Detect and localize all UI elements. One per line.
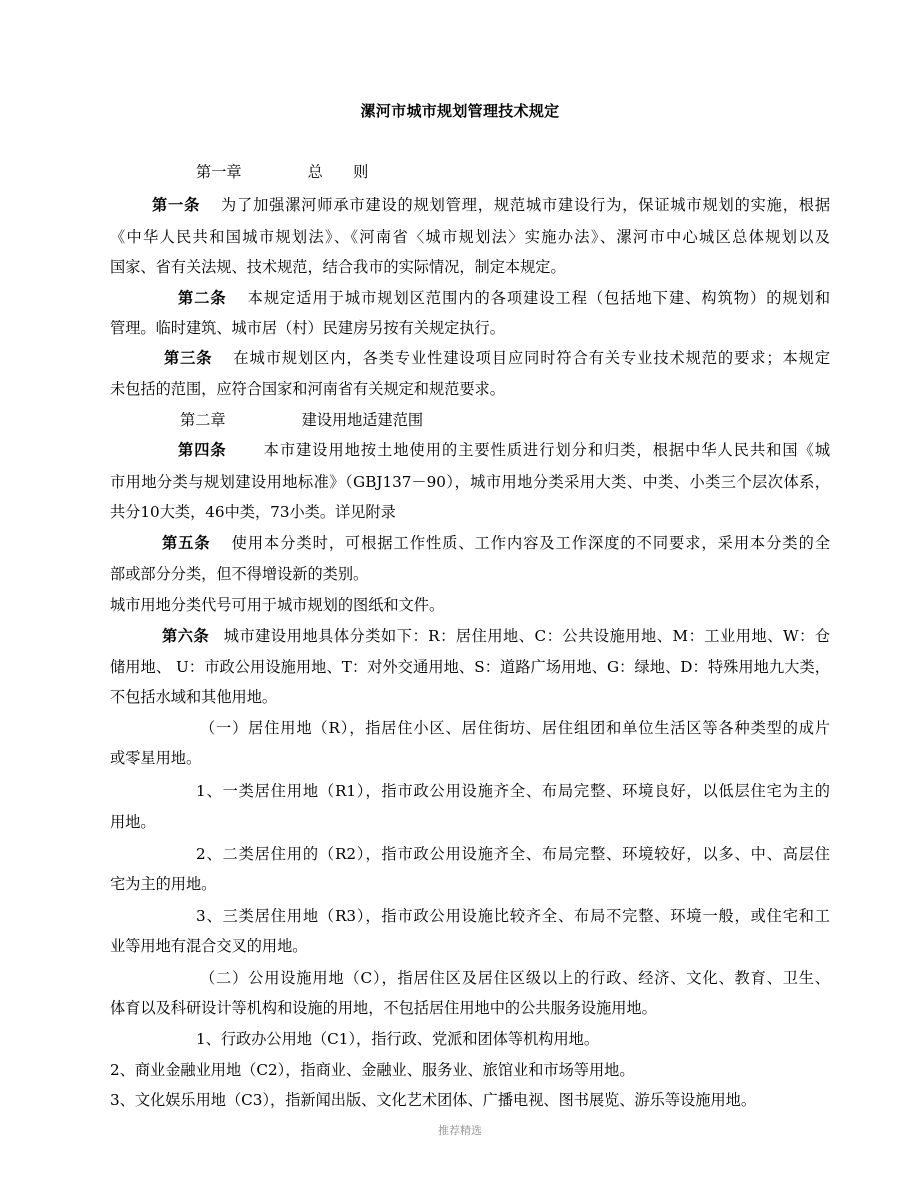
paragraph-line: 用地。 bbox=[110, 813, 156, 831]
paragraph-line: 或零星用地。 bbox=[110, 749, 202, 767]
article-label: 第三条 bbox=[164, 349, 213, 367]
article-paragraph bbox=[178, 288, 830, 308]
chapter-label: 第二章 bbox=[180, 411, 226, 429]
paragraph-line: 储用地、 U：市政公用设施用地、T：对外交通用地、S：道路广场用地、G：绿地、D：特殊用地九大类， bbox=[110, 658, 830, 676]
paragraph-line: 本规定适用于城市规划区范围内的各项建设工程（包括地下建、构筑物）的规划和 bbox=[246, 289, 831, 307]
article-label: 第一条 bbox=[152, 196, 201, 214]
paragraph-line: 《中华人民共和国城市规划法》、《河南省〈城市规划法〉实施办法》、漯河市中心城区总体规划以及 bbox=[110, 228, 830, 246]
paragraph-line: 业等用地有混合交叉的用地。 bbox=[110, 937, 308, 955]
article-label: 第二条 bbox=[178, 289, 227, 307]
paragraph-line: 不包括水域和其他用地。 bbox=[110, 688, 278, 706]
list-item: 2、商业金融业用地（C2），指商业、金融业、服务业、旅馆业和市场等用地。 bbox=[110, 1061, 635, 1079]
chapter-name: 建设用地适建范围 bbox=[301, 411, 424, 429]
paragraph-line: 部或部分分类，但不得增设新的类别。 bbox=[110, 565, 369, 583]
section-paragraph: （一）居住用地（R），指居住小区、居住街坊、居住组团和单位生活区等各种类型的成片 bbox=[200, 719, 830, 737]
paragraph-line: 城市用地分类代号可用于城市规划的图纸和文件。 bbox=[110, 596, 445, 614]
chapter-name: 总 则 bbox=[307, 163, 369, 181]
paragraph-line: 未包括的范围，应符合国家和河南省有关规定和规范要求。 bbox=[110, 380, 505, 398]
article-paragraph bbox=[162, 533, 830, 553]
list-item: 1、一类居住用地（R1），指市政公用设施齐全、布局完整、环境良好，以低层住宅为主的 bbox=[196, 782, 830, 800]
section-paragraph: （二）公用设施用地（C），指居住区及居住区级以上的行政、经济、文化、教育、卫生、 bbox=[200, 969, 830, 987]
paragraph-line: 体育以及科研设计等机构和设施的用地，不包括居住用地中的公共服务设施用地。 bbox=[110, 999, 657, 1017]
page-footer: 推荐精选 bbox=[438, 1124, 482, 1137]
document-title: 漯河市城市规划管理技术规定 bbox=[360, 102, 560, 120]
article-paragraph bbox=[152, 195, 830, 215]
article-paragraph bbox=[164, 348, 830, 368]
paragraph-line: 本市建设用地按土地使用的主要性质进行划分和归类，根据中华人民共和国《城 bbox=[262, 441, 831, 459]
chapter-heading bbox=[180, 410, 900, 430]
article-paragraph bbox=[162, 626, 830, 646]
article-paragraph bbox=[178, 440, 830, 460]
paragraph-line: 共分10大类，46中类，73小类。详见附录 bbox=[110, 503, 396, 521]
list-item: 3、三类居住用地（R3），指市政公用设施比较齐全、布局不完整、环境一般，或住宅和工 bbox=[196, 907, 830, 925]
list-item: 1、行政办公用地（C1），指行政、党派和团体等机构用地。 bbox=[196, 1030, 600, 1048]
chapter-heading bbox=[196, 162, 916, 182]
paragraph-line: 城市建设用地具体分类如下：R：居住用地、C：公共设施用地、M：工业用地、W：仓 bbox=[223, 627, 831, 645]
paragraph-line: 市用地分类与规划建设用地标准》（GBJ137－90），城市用地分类采用大类、中类、小类三个层次体系， bbox=[110, 473, 830, 491]
paragraph-line: 为了加强漯河师承市建设的规划管理，规范城市建设行为，保证城市规划的实施，根据 bbox=[220, 196, 831, 214]
paragraph-line: 在城市规划区内，各类专业性建设项目应同时符合有关专业技术规范的要求；本规定 bbox=[232, 349, 831, 367]
article-label: 第六条 bbox=[162, 627, 210, 645]
chapter-label: 第一章 bbox=[196, 163, 242, 181]
article-label: 第五条 bbox=[162, 534, 211, 552]
paragraph-line: 使用本分类时，可根据工作性质、工作内容及工作深度的不同要求，采用本分类的全 bbox=[230, 534, 831, 552]
list-item: 2、二类居住用的（R2），指市政公用设施齐全、布局完整、环境较好，以多、中、高层住 bbox=[196, 845, 830, 863]
paragraph-line: 国家、省有关法规、技术规范，结合我市的实际情况，制定本规定。 bbox=[110, 258, 566, 276]
list-item: 3、文化娱乐用地（C3），指新闻出版、文化艺术团体、广播电视、图书展览、游乐等设施用地。 bbox=[110, 1091, 757, 1109]
article-label: 第四条 bbox=[178, 441, 227, 459]
paragraph-line: 管理。临时建筑、城市居（村）民建房另按有关规定执行。 bbox=[110, 319, 505, 337]
paragraph-line: 宅为主的用地。 bbox=[110, 875, 217, 893]
